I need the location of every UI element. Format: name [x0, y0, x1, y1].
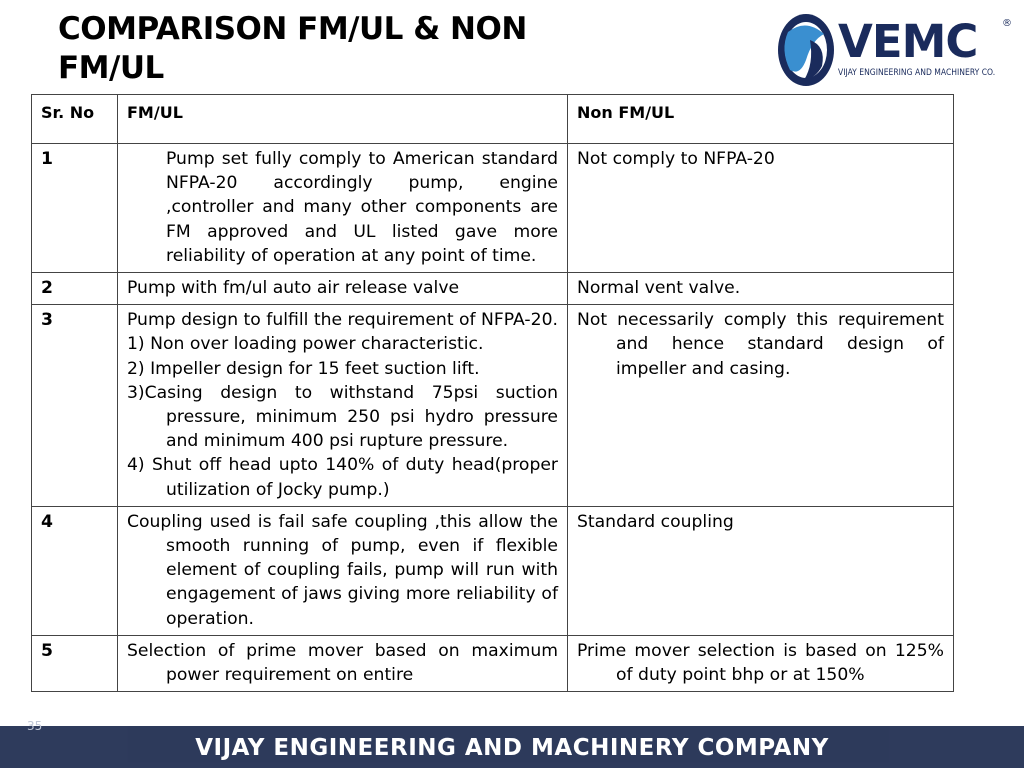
non-fm-ul-cell [568, 635, 954, 691]
fm-ul-cell [118, 635, 568, 691]
table-header-row [32, 95, 954, 144]
non-fm-ul-cell: Not comply to NFPA-20 [568, 144, 954, 273]
row-number: 4 [32, 506, 118, 635]
page-title: COMPARISON FM/UL & NON FM/UL [58, 11, 527, 86]
footer-banner: VIJAY ENGINEERING AND MACHINERY COMPANY [0, 726, 1024, 768]
header-sr-no: Sr. No [32, 95, 118, 144]
row-number: 2 [32, 273, 118, 305]
table-row [32, 144, 954, 273]
fm-ul-cell [118, 144, 568, 273]
fm-ul-text: Pump set fully comply to American standard NFPA-20 accordingly pump, engine ,controller and many other components are FM approved and UL listed gave more reliability of operation at any point of time. [166, 149, 558, 266]
row-number: 5 [32, 635, 118, 691]
non-fm-ul-cell: Normal vent valve. [568, 273, 954, 305]
fm-ul-text: Coupling used is fail safe coupling ,this allow the smooth running of pump, even if flexible element of coupling fails, pump will run with engagement of jaws giving more reliability of operation. [127, 511, 558, 629]
logo-registered-mark: ® [1002, 18, 1012, 29]
comparison-table [31, 94, 954, 692]
table-row [32, 635, 954, 691]
fm-ul-line: 4) Shut off head upto 140% of duty head(proper utilization of Jocky pump.) [127, 455, 558, 500]
non-fm-ul-text: Prime mover selection is based on 125% of duty point bhp or at 150% [577, 640, 944, 686]
header-non-fm-ul: Non FM/UL [568, 95, 954, 144]
header-fm-ul: FM/UL [118, 95, 568, 144]
slide-number: 35 [27, 719, 43, 733]
fm-ul-line: Pump design to fulfill the requirement of NFPA-20. [127, 310, 558, 331]
logo-subtitle: VIJAY ENGINEERING AND MACHINERY CO. [838, 68, 996, 78]
fm-ul-cell [118, 305, 568, 507]
table-row [32, 506, 954, 635]
table-row [32, 273, 954, 305]
non-fm-ul-cell: Standard coupling [568, 506, 954, 635]
fm-ul-text: Selection of prime mover based on maximum power requirement on entire [127, 640, 558, 686]
fm-ul-cell [118, 506, 568, 635]
company-logo [776, 10, 1012, 90]
fm-ul-cell: Pump with fm/ul auto air release valve [118, 273, 568, 305]
non-fm-ul-cell [568, 305, 954, 507]
non-fm-ul-text: Not necessarily comply this requirement and hence standard design of impeller and casing. [577, 310, 944, 379]
row-number: 1 [32, 144, 118, 273]
vemc-emblem-icon [776, 10, 836, 88]
row-number: 3 [32, 305, 118, 507]
fm-ul-line: 1) Non over loading power characteristic. [127, 334, 484, 355]
logo-brand-text: VEMC [838, 15, 978, 68]
fm-ul-line: 3)Casing design to withstand 75psi suction pressure, minimum 250 psi hydro pressure and minimum 400 psi rupture pressure. [127, 382, 558, 452]
fm-ul-line: 2) Impeller design for 15 feet suction lift. [127, 358, 480, 379]
table-row [32, 305, 954, 507]
